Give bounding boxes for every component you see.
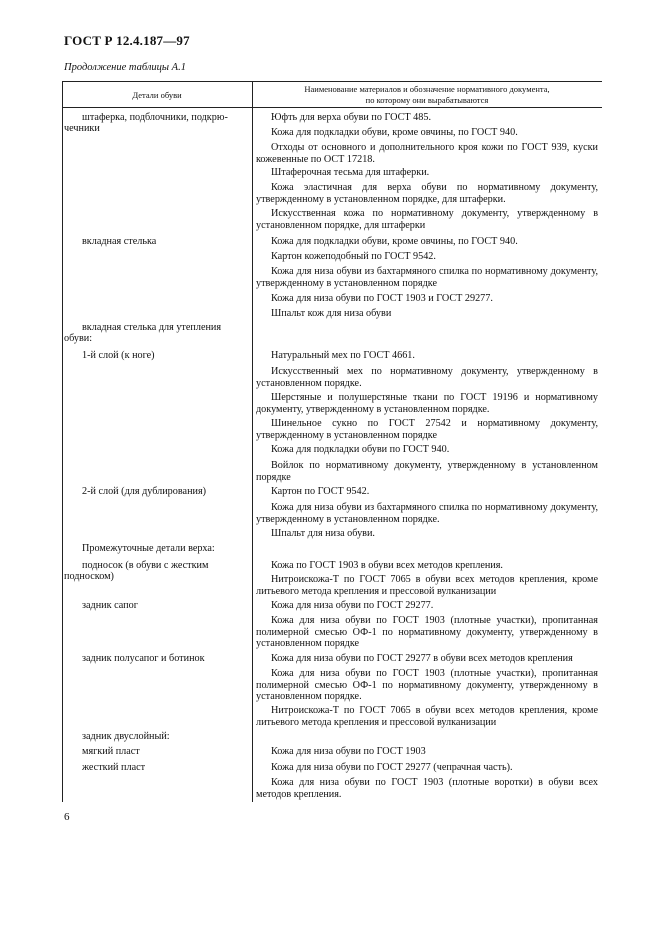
material-entry: Штаферочная тесьма для штаферки. bbox=[271, 167, 430, 178]
material-entry: Шерстяные и полушерстяные ткани по ГОСТ 19196 и нормативному документу, утвержденному в установленном порядке. bbox=[256, 392, 598, 415]
material-entry: Кожа для низа обуви по ГОСТ 1903 и ГОСТ 29277. bbox=[271, 293, 493, 304]
material-entry: Кожа для низа обуви по ГОСТ 29277 (чепрачная часть). bbox=[271, 762, 513, 773]
part-label: задник сапог bbox=[82, 600, 138, 611]
part-label: 2-й слой (для дублирования) bbox=[82, 486, 207, 497]
document-header: ГОСТ Р 12.4.187—97 bbox=[64, 33, 190, 48]
part-label: вкладная стелька для утепления bbox=[82, 322, 222, 333]
page-number: 6 bbox=[64, 811, 70, 823]
part-label: вкладная стелька bbox=[82, 236, 157, 247]
material-entry: Кожа для низа обуви по ГОСТ 1903 (плотные участки), пропитанная полимерной смесью ОФ-1 по нормативному документу, утвержденному в установленном порядке. bbox=[256, 668, 598, 702]
col-header-materials-line1: Наименование материалов и обозначение нормативного документа, bbox=[304, 84, 550, 94]
part-label: Промежуточные детали верха: bbox=[82, 543, 215, 554]
material-entry: Картон по ГОСТ 9542. bbox=[271, 486, 370, 497]
col-header-materials bbox=[253, 84, 601, 106]
material-entry: Искусственный мех по нормативному документу, утвержденному в установленном порядке. bbox=[256, 366, 598, 389]
material-entry: Кожа для низа обуви из бахтармяного спилка по нормативному документу, утвержденному в установленном порядке bbox=[256, 266, 598, 289]
material-entry: Кожа для подкладки обуви по ГОСТ 940. bbox=[271, 444, 450, 455]
material-entry: Искусственная кожа по нормативному документу, утвержденному в установленном порядке, для штаферки bbox=[256, 208, 598, 231]
col-header-materials-line2: по которому они вырабатываются bbox=[365, 95, 489, 105]
part-label: подносок (в обуви с жестким bbox=[82, 560, 209, 571]
material-entry: Шпальт кож для низа обуви bbox=[271, 308, 392, 319]
table-header bbox=[62, 82, 602, 108]
material-entry: Картон кожеподобный по ГОСТ 9542. bbox=[271, 251, 436, 262]
materials-table bbox=[62, 81, 602, 108]
material-entry: Кожа для низа обуви по ГОСТ 1903 (плотные участки), пропитанная полимерной смесью ОФ-1 по нормативному документу, утвержденному в установленном порядке bbox=[256, 615, 598, 649]
column-divider bbox=[252, 81, 253, 802]
material-entry: Кожа для низа обуви по ГОСТ 1903 (плотные воротки) в обуви всех методов крепления. bbox=[256, 777, 598, 800]
material-entry: Нитроискожа-Т по ГОСТ 7065 в обуви всех методов крепления, кроме литьевого метода крепления и прессовой вулканизации bbox=[256, 574, 598, 597]
material-entry: Юфть для верха обуви по ГОСТ 485. bbox=[271, 112, 432, 123]
part-label: 1-й слой (к ноге) bbox=[82, 350, 155, 361]
part-label: мягкий пласт bbox=[82, 746, 140, 757]
material-entry: Кожа для низа обуви по ГОСТ 1903 bbox=[271, 746, 426, 757]
part-label: штаферка, подблочники, подкрю- bbox=[82, 112, 228, 123]
part-label: задник двуслойный: bbox=[82, 731, 170, 742]
material-entry: Кожа эластичная для верха обуви по нормативному документу, утвержденному в установленном порядке, для штаферки. bbox=[256, 182, 598, 205]
table-continuation-caption: Продолжение таблицы А.1 bbox=[64, 62, 186, 73]
material-entry: Кожа для подкладки обуви, кроме овчины, по ГОСТ 940. bbox=[271, 236, 518, 247]
col-header-details: Детали обуви bbox=[132, 89, 182, 100]
material-entry: Кожа по ГОСТ 1903 в обуви всех методов крепления. bbox=[271, 560, 503, 571]
material-entry: Отходы от основного и дополнительного кроя кожи по ГОСТ 939, куски кожевенные по ОСТ 17218. bbox=[256, 142, 598, 165]
material-entry: Натуральный мех по ГОСТ 4661. bbox=[271, 350, 415, 361]
material-entry: Шпальт для низа обуви. bbox=[271, 528, 375, 539]
part-label: подноском) bbox=[64, 571, 114, 582]
part-label: задник полусапог и ботинок bbox=[82, 653, 205, 664]
part-label: жесткий пласт bbox=[82, 762, 146, 773]
material-entry: Кожа для низа обуви по ГОСТ 29277. bbox=[271, 600, 434, 611]
part-label: чечники bbox=[64, 123, 100, 134]
material-entry: Кожа для низа обуви из бахтармяного спилка по нормативному документу, утвержденному в установленном порядке. bbox=[256, 502, 598, 525]
material-entry: Шинельное сукно по ГОСТ 27542 и нормативному документу, утвержденному в установленном порядке bbox=[256, 418, 598, 441]
material-entry: Кожа для подкладки обуви, кроме овчины, по ГОСТ 940. bbox=[271, 127, 518, 138]
material-entry: Кожа для низа обуви по ГОСТ 29277 в обуви всех методов крепления bbox=[271, 653, 573, 664]
material-entry: Нитроискожа-Т по ГОСТ 7065 в обуви всех методов крепления, кроме литьевого метода крепления и прессовой вулканизации bbox=[256, 705, 598, 728]
table-left-border bbox=[62, 81, 63, 802]
part-label: обуви: bbox=[64, 333, 93, 344]
material-entry: Войлок по нормативному документу, утвержденному в установленном порядке bbox=[256, 460, 598, 483]
